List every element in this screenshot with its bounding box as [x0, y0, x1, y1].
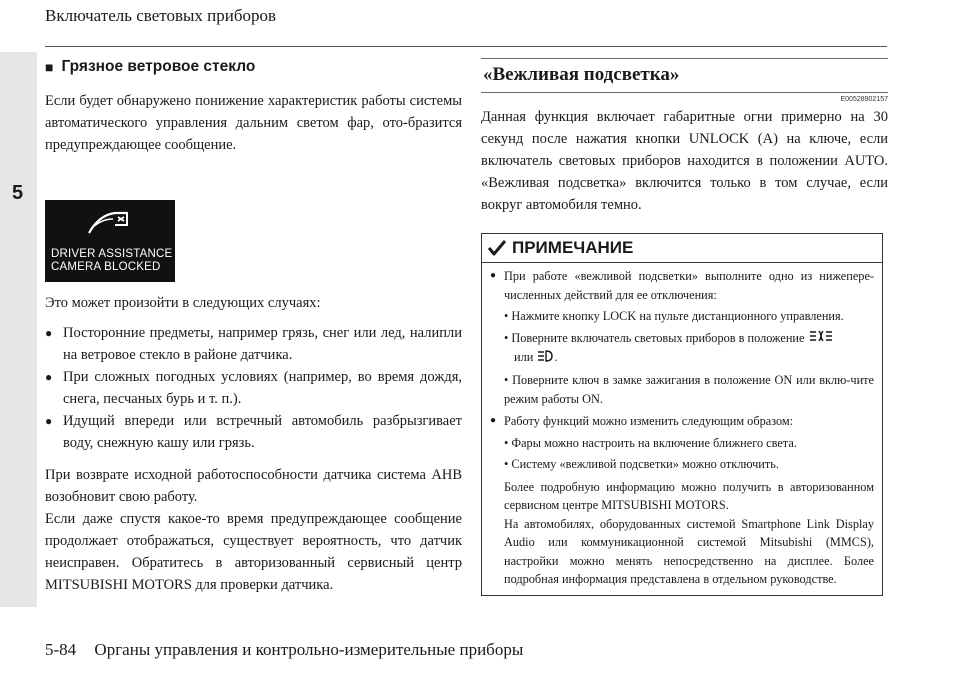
note-subitem: • Систему «вежливой подсветки» можно отключить.	[504, 457, 779, 472]
note-subitem-text: • Поверните включатель световых приборов в положение	[504, 330, 805, 345]
parking-light-icon	[808, 329, 834, 349]
note-header	[482, 234, 882, 263]
note-subitem: • Фары можно настроить на включение ближнего света.	[504, 435, 797, 450]
chapter-number: 5	[12, 182, 24, 204]
document-code: E00528902157	[840, 96, 888, 103]
list-item: ● Идущий впереди или встречный автомобиль разбрызгивает воду, снежную кашу или грязь.	[45, 410, 462, 454]
paragraph-service: Если даже спустя какое-то время предупреждающее сообщение продолжает отображаться, существует вероятность, что датчик неисправен. Обратитесь в авторизованный сервисный центр MITSUBISHI MOTORS для проверки датчика.	[45, 511, 462, 593]
camera-blocked-warning-image	[45, 200, 175, 282]
cases-list	[45, 322, 462, 454]
checkmark-icon	[488, 240, 506, 256]
running-header: Включатель световых приборов	[45, 6, 277, 25]
section-title-box: «Вежливая подсветка»	[481, 58, 888, 93]
chapter-sidebar	[0, 52, 37, 607]
right-column	[481, 58, 888, 596]
warning-line-2: CAMERA BLOCKED	[51, 261, 161, 273]
note-box	[481, 233, 883, 596]
camera-blocked-icon	[85, 209, 131, 239]
note-text: На автомобилях, оборудованных системой Smartphone Link Display Audio или коммуникационной системой Mitsubishi (MMCS), настройки можно менять непосредственно на дисплее. Более подробная информация представлена в отдельном руководстве.	[504, 516, 874, 587]
section-heading	[45, 58, 462, 76]
courtesy-light-description: Данная функция включает габаритные огни примерно на 30 секунд после нажатия кнопки UNLOCK (A) на ключе, если включатель световых приборов находится в положении AUTO. «Вежливая подсветка» включится только в том случае, если вокруг автомобиля темно.	[481, 109, 888, 213]
header-rule	[45, 46, 887, 47]
paragraph-restore: При возврате исходной работоспособности датчика система AHB возобновит свою работу.	[45, 467, 462, 505]
headlight-icon	[536, 349, 554, 369]
warning-line-1: DRIVER ASSISTANCE	[51, 248, 173, 260]
note-body	[482, 263, 882, 595]
page-number: 5-84	[45, 640, 77, 659]
note-text: Более подробную информацию можно получить в авторизованном сервисном центре MITSUBISHI MOTORS.	[504, 479, 874, 513]
section-title: Грязное ветровое стекло	[61, 58, 256, 75]
page-footer	[45, 640, 523, 660]
note-subitem: • Поверните ключ в замке зажигания в положение ON или вклю-чите режим работы ON.	[504, 373, 874, 406]
list-item: ● При сложных погодных условиях (например, во время дождя, снега, песчаных бурь и т. п.).	[45, 366, 462, 410]
note-subitem: • Нажмите кнопку LOCK на пульте дистанционного управления.	[504, 309, 844, 323]
footer-section-title: Органы управления и контрольно-измерительные приборы	[94, 640, 524, 659]
cases-intro: Это может произойти в следующих случаях:	[45, 295, 321, 311]
square-bullet-icon: ■	[45, 59, 54, 75]
note-title: ПРИМЕЧАНИЕ	[512, 238, 634, 257]
intro-paragraph: Если будет обнаружено понижение характеристик работы системы автоматического управления дальним светом фар, ото-бразится предупреждающее сообщение.	[45, 93, 462, 153]
note-subitem-text: или	[514, 350, 534, 365]
list-item: ● Посторонние предметы, например грязь, снег или лед, налипли на ветровое стекло в районе датчика.	[45, 322, 462, 366]
left-column	[45, 58, 462, 596]
note-subitem-switch: • Поверните включатель световых приборов в положение или .	[490, 329, 874, 369]
note-bullet: ● При работе «вежливой подсветки» выполните одно из нижепере-численных действий для ее отключения:	[490, 267, 874, 304]
note-bullet: ● Работу функций можно изменить следующим образом:	[490, 412, 874, 431]
